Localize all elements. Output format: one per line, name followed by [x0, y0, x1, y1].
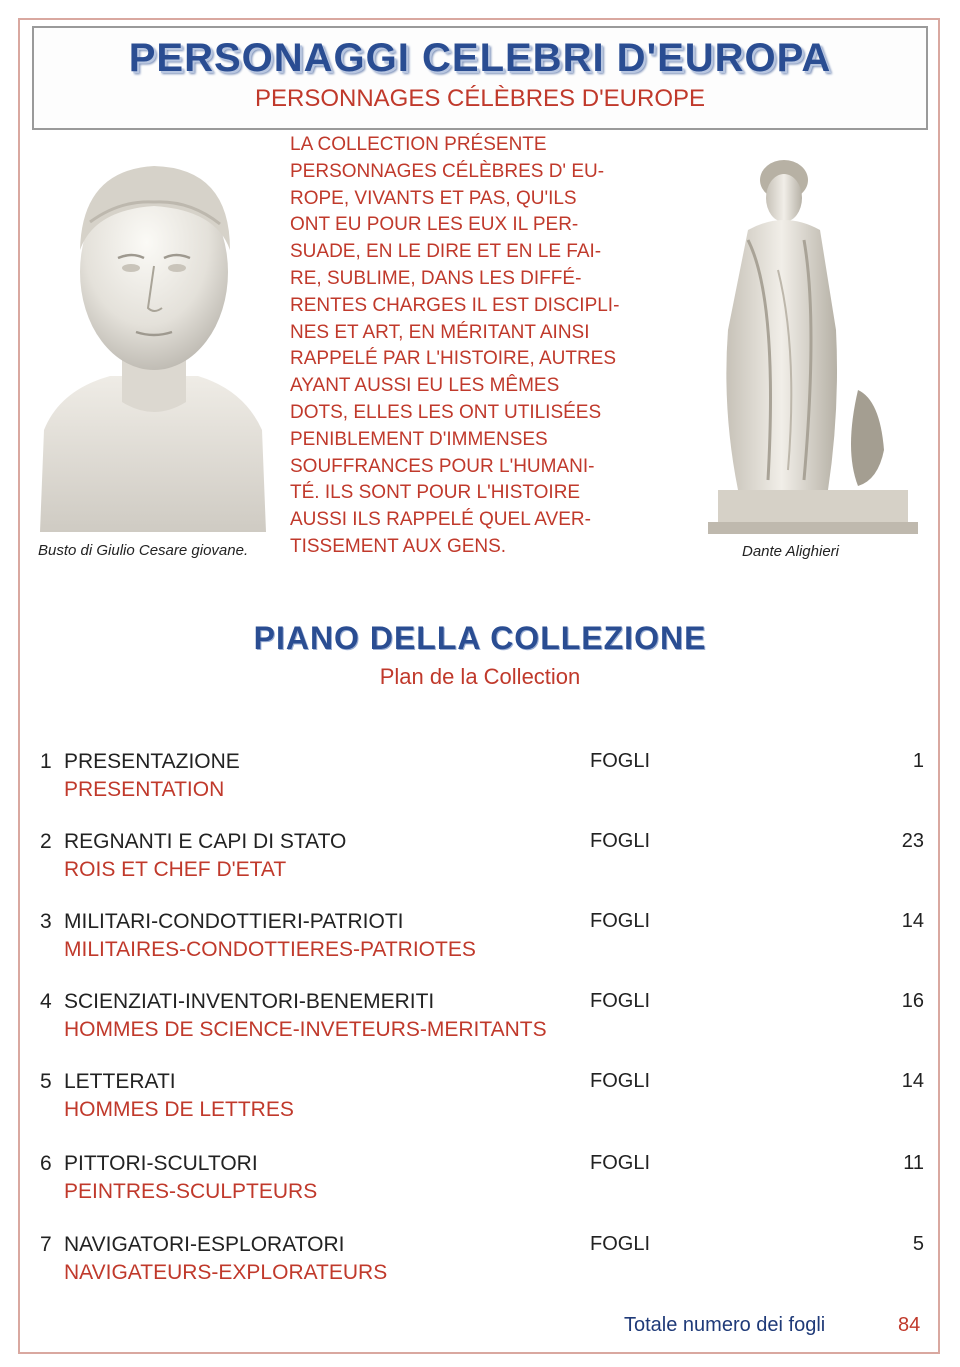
item-title-it: PITTORI-SCULTORI — [64, 1152, 258, 1175]
title-box — [32, 26, 928, 130]
list-item — [40, 910, 930, 970]
plan-title: PIANO DELLA COLLEZIONE — [253, 620, 707, 656]
list-item — [40, 1233, 930, 1293]
item-count: 23 — [901, 830, 924, 852]
item-title-fr: ROIS ET CHEF D'ETAT — [64, 858, 287, 881]
total-label: Totale numero dei fogli — [624, 1314, 826, 1336]
total-value: 84 — [898, 1314, 921, 1336]
item-title-it: MILITARI-CONDOTTIERI-PATRIOTI — [64, 910, 404, 933]
item-number: 2 — [40, 830, 52, 853]
item-title-fr: HOMMES DE LETTRES — [64, 1098, 294, 1121]
item-count: 11 — [903, 1152, 924, 1174]
item-label: FOGLI — [590, 1233, 651, 1255]
page-title: PERSONAGGI CELEBRI D'EUROPA — [128, 36, 832, 80]
item-number: 6 — [40, 1152, 52, 1175]
item-title-fr: MILITAIRES-CONDOTTIERES-PATRIOTES — [64, 938, 476, 961]
statue-image — [708, 150, 932, 540]
item-title-fr: PEINTRES-SCULPTEURS — [64, 1180, 318, 1203]
item-title-it: SCIENZIATI-INVENTORI-BENEMERITI — [64, 990, 435, 1013]
item-title-fr: PRESENTATION — [64, 778, 225, 801]
item-label: FOGLI — [590, 830, 651, 852]
item-title-fr: NAVIGATEURS-EXPLORATEURS — [64, 1261, 388, 1284]
plan-subtitle: Plan de la Collection — [379, 664, 581, 689]
list-item — [40, 830, 930, 890]
item-label: FOGLI — [590, 1070, 651, 1092]
item-label: FOGLI — [590, 1152, 651, 1174]
item-count: 1 — [912, 750, 924, 772]
item-number: 3 — [40, 910, 52, 933]
item-count: 5 — [912, 1233, 924, 1255]
item-number: 1 — [40, 750, 52, 773]
item-title-it: LETTERATI — [64, 1070, 176, 1093]
bust-image — [30, 140, 278, 532]
item-count: 14 — [901, 910, 924, 932]
item-label: FOGLI — [590, 750, 651, 772]
item-label: FOGLI — [590, 990, 651, 1012]
item-title-fr: HOMMES DE SCIENCE-INVETEURS-MERITANTS — [64, 1018, 547, 1041]
page-subtitle: PERSONNAGES CÉLÈBRES D'EUROPE — [254, 85, 706, 112]
bust-caption: Busto di Giulio Cesare giovane. — [38, 542, 249, 559]
item-title-it: REGNANTI E CAPI DI STATO — [64, 830, 347, 853]
item-label: FOGLI — [590, 910, 651, 932]
intro-text: LA COLLECTION PRÉSENTE PERSONNAGES CÉLÈBRES D' EU- ROPE, VIVANTS ET PAS, QU'ILS ONT EU POUR LES EUX IL PER- SUADE, EN LE DIRE ET EN LE FAI- RE, SUBLIME, DANS LES DIFFÉ- RENTES CHARGES IL EST DISCIPLI- NES ET ART, EN MÉRITANT AINSI RAPPELÉ PAR L'HISTOIRE, AUTRES AYANT AUSSI EU LES MÊMES DOTS, ELLES LES ONT UTILISÉES PENIBLEMENT D'IMMENSES SOUFFRANCES POUR L'HUMANI- TÉ. ILS SONT POUR L'HISTOIRE AUSSI ILS RAPPELÉ QUEL AVER- TISSEMENT AUX GENS. — [290, 134, 620, 557]
statue-caption: Dante Alighieri — [742, 543, 839, 560]
list-item — [40, 750, 930, 810]
item-title-it: NAVIGATORI-ESPLORATORI — [64, 1233, 345, 1256]
item-number: 7 — [40, 1233, 52, 1256]
item-count: 14 — [901, 1070, 924, 1092]
item-count: 16 — [901, 990, 924, 1012]
item-number: 5 — [40, 1070, 52, 1093]
item-title-it: PRESENTAZIONE — [64, 750, 240, 773]
list-item — [40, 1152, 930, 1212]
list-item — [40, 990, 930, 1050]
item-number: 4 — [40, 990, 52, 1013]
list-item — [40, 1070, 930, 1130]
